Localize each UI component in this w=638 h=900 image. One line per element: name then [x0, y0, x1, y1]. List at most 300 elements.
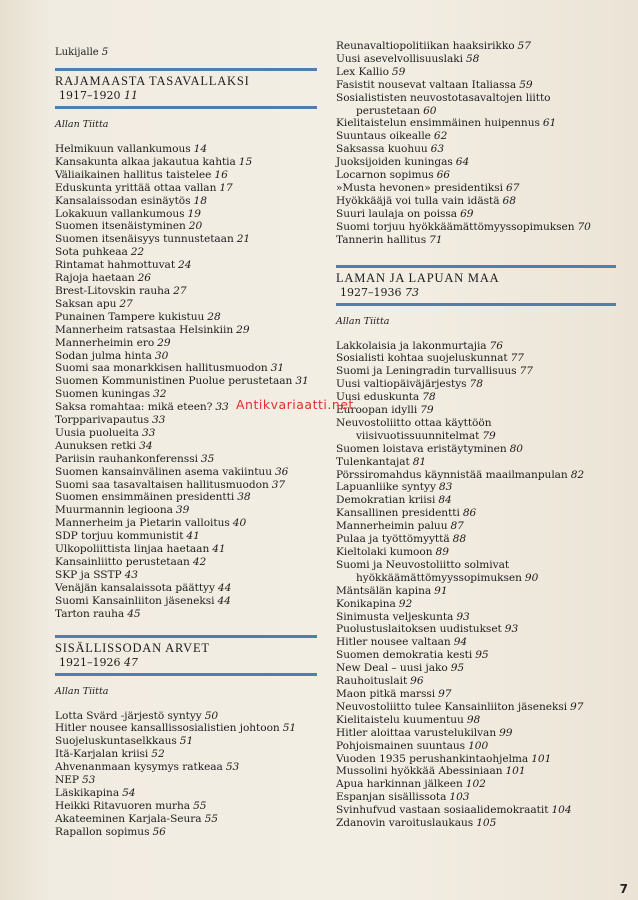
toc-entry: [336, 195, 616, 208]
toc-entry: [336, 443, 616, 456]
toc-entry-page: 102: [465, 778, 486, 791]
toc-entry-page: 33: [151, 414, 166, 427]
toc-entry: [336, 727, 616, 740]
toc-entry-page: 92: [398, 597, 413, 610]
toc-entry: [336, 391, 616, 404]
toc-entry: [336, 649, 616, 662]
toc-entry-page: 43: [124, 568, 138, 581]
toc-entry-page: 33: [215, 401, 229, 414]
toc-entry: [55, 414, 317, 427]
toc-entry-title: Suomi Kansainliiton jäseneksi: [55, 594, 215, 607]
toc-entry-title: Hitler aloittaa varustelukilvan: [336, 726, 497, 739]
toc-entry: [55, 774, 317, 787]
toc-entry-title: Uusi asevelvollisuuslaki: [336, 52, 463, 65]
section-rule: [336, 303, 616, 306]
toc-entry: [55, 208, 317, 221]
toc-entry-title: Saksa romahtaa: mikä eteen?: [55, 401, 213, 414]
toc-entry-title: Fasistit nousevat valtaan Italiassa: [336, 78, 517, 91]
toc-entry: [336, 143, 616, 156]
toc-entry-page: 70: [577, 220, 591, 233]
section-author: Allan Tiitta: [55, 685, 109, 697]
toc-entry: [336, 765, 616, 778]
toc-list: [336, 40, 616, 247]
toc-entry-title: Sosialisti kohtaa suojeluskunnat: [336, 352, 508, 365]
toc-entry: [55, 337, 317, 350]
toc-entry-page: 16: [214, 168, 228, 181]
toc-entry-title: Saksan apu: [55, 297, 117, 310]
toc-entry-title: Suomi saa tasavaltaisen hallitusmuodon: [55, 478, 269, 491]
toc-entry-page: 68: [502, 194, 516, 207]
toc-entry-page: 58: [465, 52, 480, 65]
toc-entry-page: 44: [217, 594, 231, 607]
toc-entry: [55, 143, 317, 156]
toc-entry: [336, 791, 616, 804]
toc-entry: [336, 688, 616, 701]
toc-entry-title: Itä-Karjalan kriisi: [55, 748, 149, 761]
toc-entry-title: Mäntsälän kapina: [336, 584, 432, 597]
toc-entry: [55, 259, 317, 272]
toc-entry: [55, 569, 317, 582]
toc-entry-title: Punainen Tampere kukistuu: [55, 310, 205, 323]
toc-entry-title: Kielitaistelun ensimmäinen huipennus: [336, 117, 540, 130]
toc-entry: [336, 117, 616, 130]
toc-entry-title: Suomen kuningas: [55, 388, 151, 401]
toc-entry: [336, 533, 616, 546]
toc-entry-page: 30: [154, 349, 169, 362]
toc-entry-title: Kansalaissodan esinäytös: [55, 194, 191, 207]
toc-entry: [336, 469, 616, 482]
toc-entry-title: Uusi valtiopäiväjärjestys: [336, 378, 467, 391]
toc-entry-page: 44: [217, 581, 232, 594]
toc-entry-title: Euroopan idylli: [336, 404, 418, 417]
toc-entry-page: 61: [542, 117, 557, 130]
toc-entry: [336, 804, 616, 817]
toc-entry-page: 97: [570, 700, 584, 713]
toc-entry-page: 27: [173, 284, 187, 297]
toc-entry-title: Mannerheimin ero: [55, 336, 155, 349]
toc-entry-title: Pariisin rauhankonferenssi: [55, 452, 198, 465]
toc-entry-page: 87: [450, 520, 464, 533]
toc-entry-title: Rintamat hahmottuvat: [55, 259, 176, 272]
toc-entry: [336, 623, 616, 636]
toc-entry: [336, 169, 616, 182]
toc-entry-page: 36: [274, 465, 289, 478]
toc-entry-title: Tarton rauha: [55, 607, 125, 620]
toc-entry: [55, 220, 317, 233]
toc-entry-title: Lotta Svärd -järjestö syntyy: [55, 709, 202, 722]
toc-entry: [55, 298, 317, 311]
toc-entry-page: 77: [519, 365, 533, 378]
toc-entry: [55, 595, 317, 608]
toc-entry-title: Hitler nousee valtaan: [336, 636, 451, 649]
toc-entry: [336, 520, 616, 533]
toc-entry-page: 64: [455, 156, 470, 169]
toc-entry: [336, 66, 616, 79]
preface-entry: [55, 46, 108, 59]
toc-entry: [55, 543, 317, 556]
toc-entry-page: 100: [468, 739, 489, 752]
toc-entry-title: Ulkopoliittista linjaa haetaan: [55, 543, 210, 556]
toc-entry: [336, 417, 616, 443]
toc-entry: [336, 778, 616, 791]
toc-entry: [55, 787, 317, 800]
toc-entry-page: 77: [510, 352, 524, 365]
toc-entry-title: Kansakunta alkaa jakautua kahtia: [55, 155, 236, 168]
toc-entry-page: 98: [466, 713, 481, 726]
toc-entry: [336, 636, 616, 649]
toc-entry: [55, 813, 317, 826]
toc-entry-title: Mannerheimin paluu: [336, 520, 448, 533]
toc-entry: [336, 40, 616, 53]
toc-entry-page: 67: [506, 181, 520, 194]
toc-entry-title: Mussolini hyökkää Abessiniaan: [336, 765, 503, 778]
toc-entry-title: Rapallon sopimus: [55, 825, 150, 838]
toc-entry-page: 37: [271, 478, 286, 491]
toc-entry-title: Lex Kallio: [336, 65, 389, 78]
toc-entry-title: Puolustuslaitoksen uudistukset: [336, 623, 502, 636]
toc-entry-title: Lapuanliike syntyy: [336, 481, 436, 494]
toc-entry-page: 41: [212, 543, 226, 556]
toc-entry-page: 78: [469, 378, 483, 391]
toc-entry-title: Rajoja haetaan: [55, 272, 135, 285]
toc-entry-page: 21: [236, 233, 251, 246]
toc-entry-page: 56: [152, 825, 166, 838]
preface-page: 5: [101, 47, 109, 58]
toc-entry-title: Svinhufvud vastaan sosiaalidemokraatit: [336, 804, 549, 817]
toc-entry-page: 19: [187, 207, 201, 220]
toc-entry: [55, 324, 317, 337]
toc-entry-page: 62: [433, 130, 448, 143]
toc-entry: [336, 456, 616, 469]
toc-entry-title: Muurmannin legioona: [55, 504, 173, 517]
toc-entry: [336, 365, 616, 378]
toc-entry-page: 99: [499, 726, 513, 739]
toc-entry-page: 69: [460, 207, 474, 220]
toc-entry-page: 31: [295, 375, 309, 388]
toc-entry-page: 20: [188, 220, 203, 233]
toc-entry-page: 79: [420, 404, 434, 417]
toc-entry: [55, 826, 317, 839]
toc-entry-title: Suomen kansainvälinen asema vakiintuu: [55, 465, 272, 478]
toc-entry: [336, 662, 616, 675]
section-rule: [336, 265, 616, 268]
toc-entry-page: 59: [391, 65, 406, 78]
toc-entry-page: 40: [232, 517, 247, 530]
toc-entry-page: 28: [207, 310, 221, 323]
toc-entry-title: Suomen itsenäisyys tunnustetaan: [55, 233, 234, 246]
toc-entry-page: 18: [193, 194, 207, 207]
toc-entry: [55, 761, 317, 774]
toc-entry-page: 60: [423, 104, 437, 117]
toc-entry: [336, 208, 616, 221]
toc-entry: [55, 800, 317, 813]
toc-entry-page: 32: [153, 388, 167, 401]
toc-entry-title: »Musta hevonen» presidentiksi: [336, 181, 504, 194]
toc-entry-title: Sota puhkeaa: [55, 246, 128, 259]
toc-entry-title: Kielitaistelu kuumentuu: [336, 713, 464, 726]
toc-entry-title: Väliaikainen hallitus taistelee: [55, 168, 212, 181]
toc-entry-title: Sosialististen neuvostotasavaltojen liitto perustetaan: [336, 91, 551, 117]
toc-entry-page: 101: [505, 765, 526, 778]
toc-entry: [55, 453, 317, 466]
toc-entry-page: 101: [531, 752, 552, 765]
toc-entry-title: Sodan julma hinta: [55, 349, 152, 362]
toc-entry-page: 105: [476, 817, 497, 830]
toc-entry-page: 104: [551, 804, 572, 817]
toc-entry-title: Suomen Kommunistinen Puolue perustetaan: [55, 375, 293, 388]
toc-entry-title: Suuri laulaja on poissa: [336, 207, 458, 220]
toc-entry: [55, 440, 317, 453]
toc-entry: [55, 246, 317, 259]
toc-entry-title: Hitler nousee kansallissosialistien johtoon: [55, 722, 280, 735]
toc-entry-title: Apua harkinnan jälkeen: [336, 778, 463, 791]
toc-entry: [336, 494, 616, 507]
toc-entry-title: Uusi eduskunta: [336, 391, 420, 404]
toc-entry-title: Vuoden 1935 perushankintaohjelma: [336, 752, 529, 765]
toc-entry-page: 81: [412, 455, 427, 468]
toc-entry-page: 57: [517, 40, 531, 52]
toc-entry-page: 53: [81, 774, 96, 787]
toc-entry: [55, 311, 317, 324]
toc-entry-page: 93: [456, 610, 470, 623]
toc-list: [55, 710, 317, 839]
toc-entry-page: 90: [524, 571, 539, 584]
toc-entry: [336, 559, 616, 585]
toc-entry-title: Venäjän kansalaissota päättyy: [55, 581, 215, 594]
toc-entry-page: 89: [435, 546, 449, 558]
toc-list: [336, 340, 616, 830]
section-years: 1927–1936 73: [340, 285, 419, 299]
toc-entry-page: 84: [438, 494, 452, 507]
toc-left-column: [55, 68, 317, 839]
toc-entry-title: Suojeluskuntaselkkaus: [55, 735, 177, 748]
toc-entry-title: Suomen itsenäistyminen: [55, 220, 186, 233]
toc-entry-page: 29: [157, 336, 171, 349]
toc-entry-title: Sinimusta veljeskunta: [336, 610, 454, 623]
toc-entry-page: 95: [450, 662, 465, 675]
toc-entry-page: 86: [462, 507, 477, 520]
toc-entry-page: 51: [179, 735, 194, 748]
toc-entry: [55, 530, 317, 543]
toc-entry-title: Locarnon sopimus: [336, 169, 434, 182]
toc-entry-title: Reunavaltiopolitiikan haaksirikko: [336, 40, 515, 52]
toc-entry: [55, 375, 317, 388]
toc-entry-title: Pohjoismainen suuntaus: [336, 739, 466, 752]
toc-entry-page: 54: [122, 786, 136, 799]
toc-entry: [55, 556, 317, 569]
toc-entry-title: Suuntaus oikealle: [336, 130, 431, 143]
toc-entry: [55, 517, 317, 530]
toc-entry-title: Espanjan sisällissota: [336, 791, 447, 804]
section-rule: [55, 68, 317, 71]
toc-entry-title: Uusia puolueita: [55, 426, 139, 439]
toc-entry-page: 80: [509, 442, 523, 455]
toc-entry: [336, 598, 616, 611]
toc-entry: [336, 753, 616, 766]
toc-entry-page: 93: [504, 623, 519, 636]
toc-list: [55, 143, 317, 621]
toc-entry-title: Lakkolaisia ja lakonmurtajia: [336, 339, 487, 352]
toc-entry-page: 97: [438, 687, 452, 700]
toc-entry-title: SKP ja SSTP: [55, 568, 122, 581]
toc-entry-title: Läskikapina: [55, 786, 120, 799]
toc-entry-page: 34: [139, 439, 153, 452]
watermark-text: Antikvariaatti.net: [236, 397, 354, 412]
toc-entry-title: SDP torjuu kommunistit: [55, 530, 184, 543]
toc-entry: [336, 234, 616, 247]
toc-entry-title: Juoksijoiden kuningas: [336, 156, 453, 169]
toc-entry: [336, 546, 616, 559]
toc-entry-page: 29: [236, 323, 250, 336]
toc-entry-title: Rauhoituslait: [336, 675, 408, 688]
toc-entry: [336, 701, 616, 714]
section-rule: [55, 635, 317, 638]
toc-entry-page: 35: [200, 452, 215, 465]
toc-entry-title: Tulenkantajat: [336, 455, 410, 468]
toc-entry: [55, 491, 317, 504]
toc-entry: [55, 195, 317, 208]
toc-entry-page: 27: [119, 297, 133, 310]
toc-entry-title: Mannerheim ratsastaa Helsinkiin: [55, 323, 234, 336]
toc-entry: [336, 352, 616, 365]
toc-entry-page: 17: [219, 181, 233, 194]
toc-entry-page: 31: [270, 362, 285, 375]
toc-entry: [55, 504, 317, 517]
toc-entry-title: Saksassa kuohuu: [336, 143, 428, 156]
toc-entry: [336, 507, 616, 520]
toc-entry-page: 22: [130, 246, 145, 259]
toc-entry-page: 76: [489, 339, 503, 352]
toc-entry-page: 14: [193, 143, 208, 155]
toc-entry-title: Tannerin hallitus: [336, 233, 427, 246]
toc-entry: [55, 466, 317, 479]
toc-entry: [336, 79, 616, 92]
section-author: Allan Tiitta: [55, 119, 109, 130]
page-number: 7: [619, 882, 628, 896]
toc-entry-title: Maon pitkä marssi: [336, 687, 436, 700]
toc-entry-title: Neuvostoliitto tulee Kansainliiton jäseneksi: [336, 700, 568, 713]
toc-entry: [55, 156, 317, 169]
toc-entry: [336, 611, 616, 624]
toc-entry-title: Suomi ja Leningradin turvallisuus: [336, 365, 517, 378]
toc-entry: [336, 675, 616, 688]
toc-entry-page: 41: [186, 530, 200, 543]
section-title: LAMAN JA LAPUAN MAA: [336, 270, 500, 285]
section-rule: [55, 673, 317, 676]
toc-entry-title: Suomen demokratia kesti: [336, 649, 473, 662]
toc-entry: [55, 182, 317, 195]
toc-entry: [55, 748, 317, 761]
toc-entry-page: 78: [422, 391, 436, 404]
toc-entry-page: 66: [436, 169, 450, 182]
toc-entry: [55, 479, 317, 492]
toc-entry-title: Suomi torjuu hyökkäämättömyyssopimuksen: [336, 220, 575, 233]
toc-entry-page: 38: [237, 491, 251, 504]
toc-entry-page: 45: [127, 607, 141, 620]
section-title: RAJAMAASTA TASAVALLAKSI: [55, 74, 250, 88]
toc-entry-page: 71: [429, 233, 443, 246]
toc-entry-page: 15: [238, 155, 253, 168]
toc-entry-page: 51: [282, 722, 297, 735]
toc-entry: [55, 233, 317, 246]
toc-entry-page: 91: [434, 584, 448, 597]
section-years: 1917–1920 11: [59, 89, 138, 102]
toc-entry: [55, 169, 317, 182]
toc-entry-page: 50: [204, 709, 219, 722]
toc-entry: [336, 378, 616, 391]
toc-entry: [55, 710, 317, 723]
toc-entry: [336, 182, 616, 195]
toc-entry-title: Suomi ja Neuvostoliitto solmivat hyökkäämättömyyssopimuksen: [336, 558, 522, 584]
toc-entry-title: Ahvenanmaan kysymys ratkeaa: [55, 761, 223, 774]
toc-entry-page: 53: [225, 761, 240, 774]
toc-entry-title: Heikki Ritavuoren murha: [55, 799, 191, 812]
toc-entry-title: Kansainliitto perustetaan: [55, 556, 190, 568]
toc-entry: [336, 53, 616, 66]
toc-entry: [336, 130, 616, 143]
toc-entry: [336, 585, 616, 598]
toc-entry-title: Torpparivapautus: [55, 414, 149, 427]
section-title: SISÄLLISSODAN ARVET: [55, 640, 210, 655]
toc-entry: [55, 722, 317, 735]
toc-entry-title: Mannerheim ja Pietarin valloitus: [55, 517, 230, 530]
toc-entry-title: Eduskunta yrittää ottaa vallan: [55, 181, 217, 194]
toc-entry-title: Brest-Litovskin rauha: [55, 284, 171, 297]
toc-entry-title: Hyökkääjä voi tulla vain idästä: [336, 194, 500, 207]
toc-entry-page: 24: [178, 259, 192, 272]
toc-entry: [55, 350, 317, 363]
toc-entry: [55, 362, 317, 375]
toc-entry: [55, 735, 317, 748]
toc-entry-page: 39: [175, 504, 190, 517]
toc-entry-title: Konikapina: [336, 597, 396, 610]
toc-entry: [55, 272, 317, 285]
toc-entry-page: 82: [570, 468, 585, 481]
toc-entry: [336, 481, 616, 494]
section-rule: [55, 106, 317, 109]
toc-entry-page: 59: [519, 78, 533, 91]
toc-entry-title: Akateeminen Karjala-Seura: [55, 812, 202, 825]
toc-entry: [336, 740, 616, 753]
section-years: 1921–1926 47: [59, 655, 138, 669]
preface-title: Lukijalle: [55, 47, 99, 58]
toc-entry-page: 63: [430, 143, 445, 156]
toc-entry-page: 26: [137, 272, 151, 285]
toc-entry-title: Helmikuun vallankumous: [55, 143, 191, 155]
toc-entry-title: Lokakuun vallankumous: [55, 207, 185, 220]
toc-right-column: [336, 40, 616, 830]
toc-entry: [336, 817, 616, 830]
toc-entry-page: 42: [192, 556, 207, 568]
toc-entry-title: Pörssiromahdus käynnistää maailmanpulan: [336, 468, 568, 481]
section-author: Allan Tiitta: [336, 315, 390, 327]
toc-entry-title: NEP: [55, 774, 79, 787]
toc-entry-page: 55: [193, 799, 207, 812]
toc-entry-page: 103: [449, 791, 470, 804]
toc-entry-page: 79: [482, 429, 496, 442]
toc-entry-page: 88: [452, 533, 467, 546]
toc-entry-page: 83: [438, 481, 453, 494]
toc-entry: [336, 404, 616, 417]
toc-entry: [55, 427, 317, 440]
toc-entry-page: 52: [151, 748, 165, 761]
toc-entry-title: Kieltolaki kumoon: [336, 546, 433, 558]
toc-entry: [336, 221, 616, 234]
toc-entry-page: 33: [141, 426, 156, 439]
toc-entry: [55, 608, 317, 621]
toc-entry-title: Demokratian kriisi: [336, 494, 436, 507]
toc-entry: [336, 714, 616, 727]
